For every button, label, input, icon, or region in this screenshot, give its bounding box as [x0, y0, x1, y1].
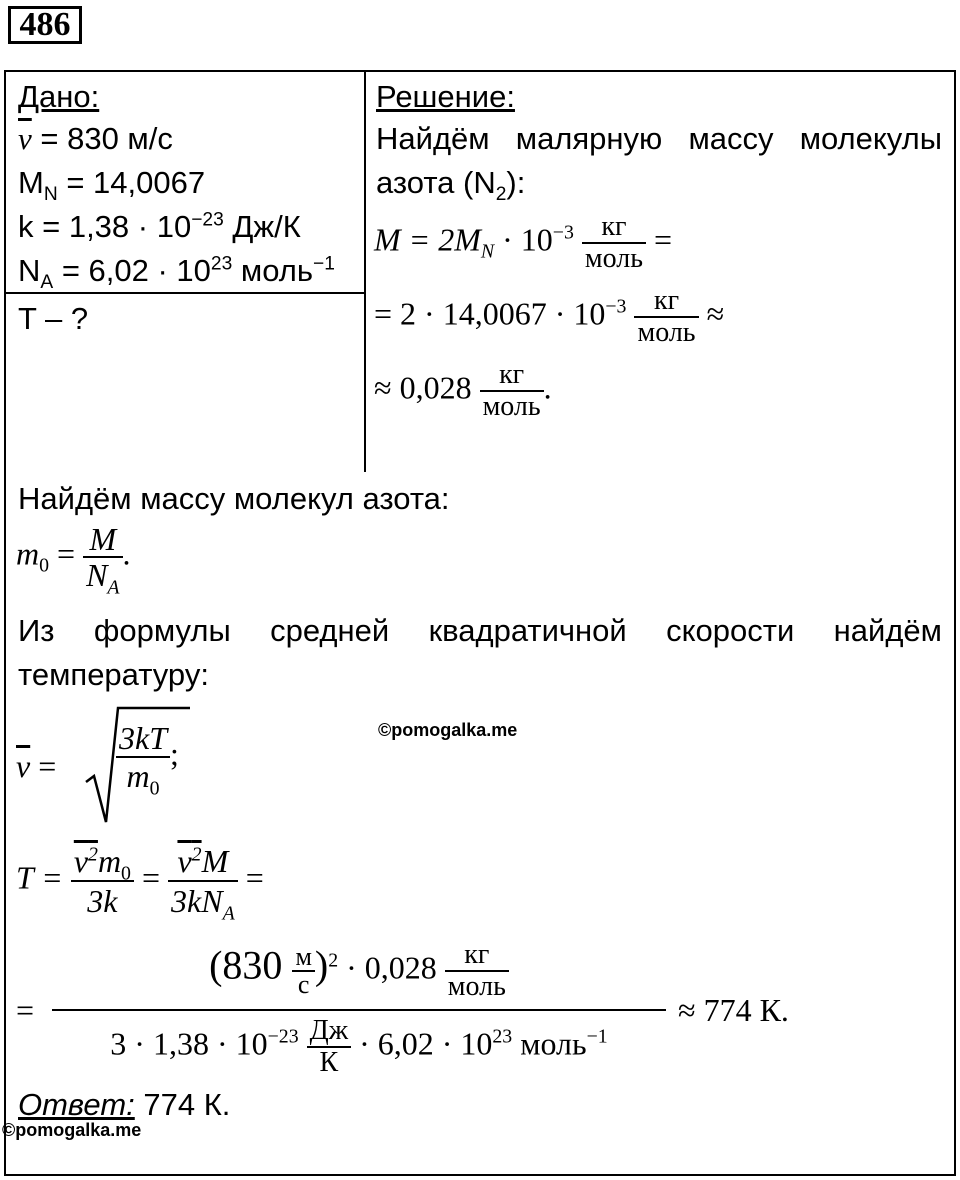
solution-header: Решение:	[376, 79, 515, 114]
solution-text-1: Найдём малярную массу молекулы	[376, 121, 942, 156]
calculation-result: ≈ 774 К.	[678, 992, 789, 1028]
given-header: Дано:	[18, 79, 100, 114]
calculation-numerator: (830 $\frac{м}{с}$ )$^2$ · 0,028 $\frac{кг}{\text{моль}}$	[52, 940, 666, 1002]
calculation-fraction-bar	[52, 1009, 666, 1011]
root-fraction: $\frac{3kT}{m_0}$ ;	[116, 720, 179, 794]
answer: Ответ: 774 К.	[18, 1087, 231, 1122]
molar-mass-equation-2: = $2 \cdot 14,0067 \cdot 10^{-3}$ $\frac{кг}{\text{моль}}$ ≈	[374, 285, 725, 348]
given-divider	[4, 292, 366, 294]
given-avogadro: $N_A = 6,02 \cdot 10^{23}$ моль$^{-1}$	[18, 253, 335, 294]
given-find: T – ?	[18, 301, 89, 336]
calculation-equals: =	[16, 992, 35, 1028]
solution-text-2: азота $(N_2)$:	[376, 165, 526, 206]
temperature-formula: T = $\frac{v^2m_0}{3k}$ = $\frac{v^2M}{3kN_A}$ =	[16, 843, 264, 925]
formula-text-1: Из формулы средней квадратичной скорости найдём	[18, 613, 942, 648]
formula-text-2: температуру:	[18, 657, 209, 692]
molar-mass-result: ≈ 0,028 $\frac{кг}{\text{моль}}$ .	[374, 359, 552, 422]
column-divider	[364, 70, 366, 472]
given-molar-mass-n: $M_N = 14,0067$	[18, 165, 206, 206]
watermark-center: ©pomogalka.me	[378, 720, 518, 740]
given-velocity: $\overline{v} = 830$ м/с	[18, 121, 173, 156]
molar-mass-equation-1: $M = 2M_N \cdot 10^{-3}$ $\frac{кг}{\text{моль}}$ =	[374, 211, 673, 274]
molecule-mass-formula: $m_0$ = $\frac{M}{N_A}$ .	[16, 521, 131, 599]
given-boltzmann: $k = 1,38 \cdot 10^{-23}$ Дж/К	[18, 209, 301, 244]
molecule-mass-text: Найдём массу молекул азота:	[18, 481, 450, 516]
calculation-denominator: $3 \cdot 1,38 \cdot 10^{-23}$ $\frac{Дж}{К}$ · $6,02 \cdot 10^{23}$ моль$^{-1}$	[110, 1015, 608, 1078]
problem-number: 486	[8, 6, 82, 44]
rms-velocity-formula: $\overline{v}$ =	[16, 748, 57, 784]
watermark-bottom: ©pomogalka.me	[2, 1120, 142, 1140]
